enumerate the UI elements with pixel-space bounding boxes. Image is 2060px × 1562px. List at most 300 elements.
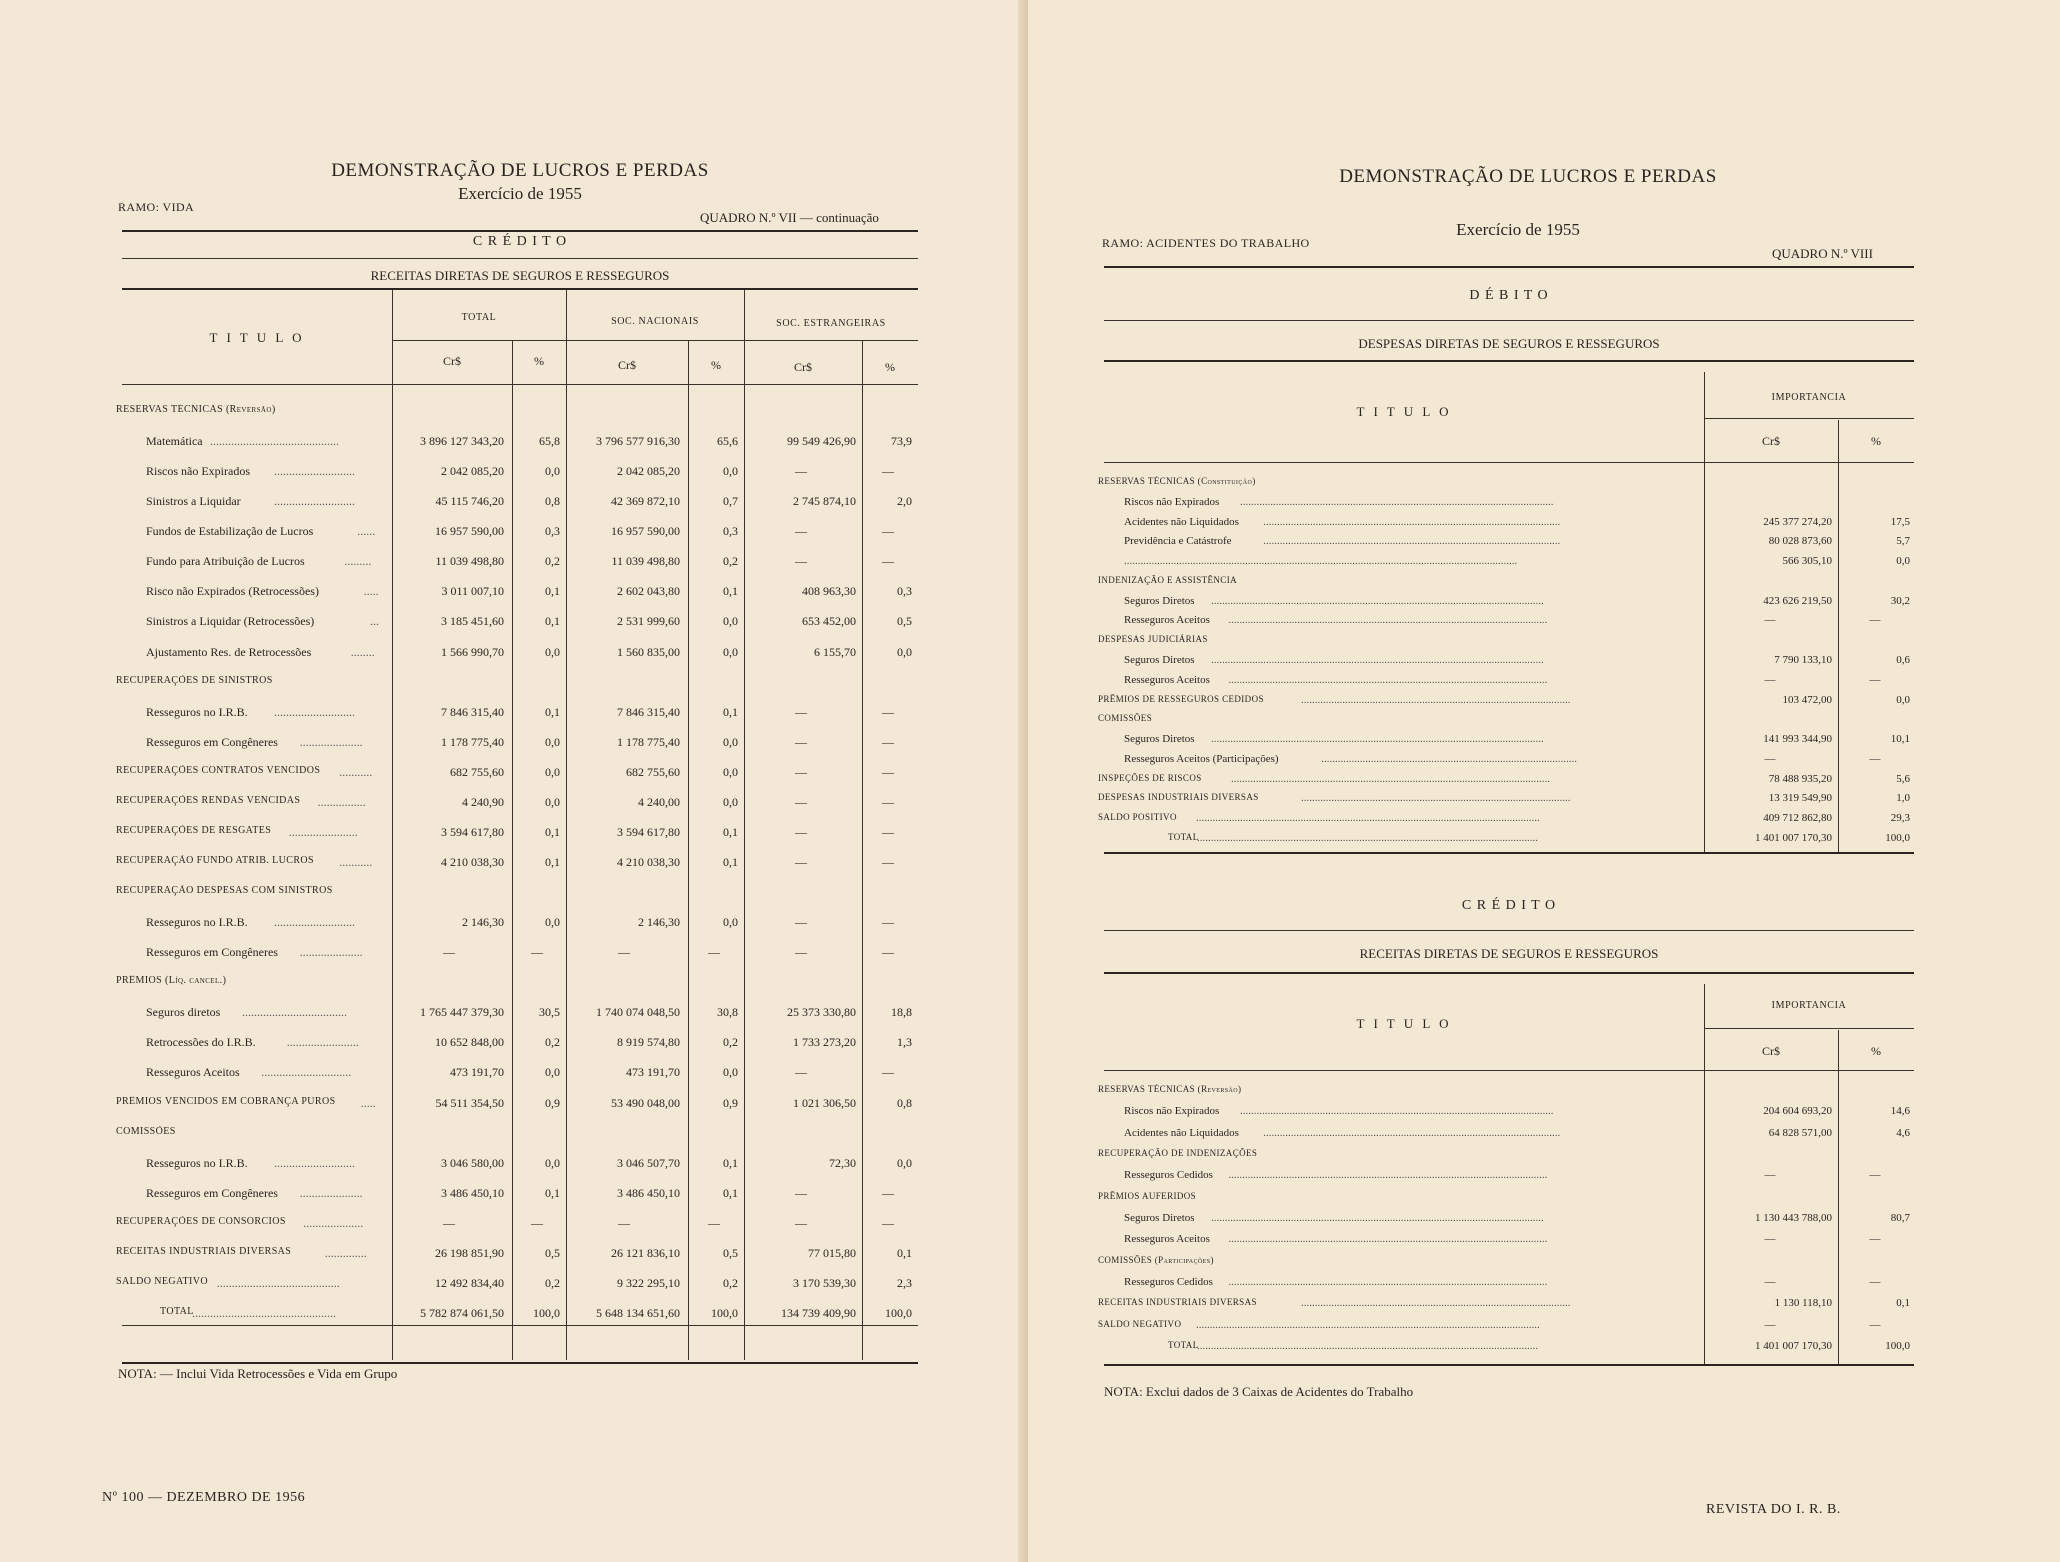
col-pct: % — [711, 358, 721, 372]
quadro-label: QUADRO N.º VIII — [1772, 246, 1873, 261]
pct-value: 4,6 — [1896, 1127, 1910, 1139]
table-row — [1028, 654, 2060, 672]
cr-value: 1 021 306,50 — [793, 1096, 856, 1110]
pct-value: 100,0 — [533, 1306, 560, 1320]
row-label: DESPESAS INDUSTRIAIS DIVERSAS — [1098, 792, 1259, 802]
pct-value: 0,1 — [723, 1186, 738, 1200]
row-label: PRÊMIOS DE RESSEGUROS CEDIDOS — [1098, 694, 1264, 704]
cr-value: 5 648 134 651,60 — [596, 1306, 680, 1320]
pct-value: 0,0 — [545, 735, 560, 749]
pct-value: 0,8 — [897, 1096, 912, 1110]
section-title: C R É D I T O — [472, 234, 568, 249]
cr-value: 2 042 085,20 — [441, 464, 504, 478]
row-label: RECUPERAÇÕES RENDAS VENCIDAS — [116, 795, 301, 806]
cr-value: — — [795, 795, 807, 809]
pct-value: — — [882, 915, 894, 929]
pct-value: 0,1 — [723, 584, 738, 598]
leader-dots: .................................................................................................................... — [1228, 674, 1548, 686]
table-row — [1028, 812, 2060, 830]
leader-dots: ............................................................................................................................................... — [1124, 555, 1518, 567]
table-row — [1028, 674, 2060, 692]
table-row — [0, 524, 1028, 542]
column-divider — [862, 340, 863, 1360]
row-label: Matemática — [146, 434, 203, 448]
table-row — [0, 464, 1028, 482]
cr-value: 409 712 862,80 — [1763, 812, 1832, 824]
pct-value: 0,0 — [545, 464, 560, 478]
row-label: TOTAL — [1168, 832, 1199, 842]
leader-dots: ................ — [317, 795, 366, 809]
cr-value: — — [795, 554, 807, 568]
row-label: Resseguros Cedidos — [1124, 1276, 1213, 1288]
table-group-header — [1028, 1084, 2060, 1102]
table-row — [0, 915, 1028, 933]
cr-value: 1 733 273,20 — [793, 1035, 856, 1049]
cr-value: 3 046 580,00 — [441, 1156, 504, 1170]
leader-dots: .................................................................................................................... — [1228, 614, 1548, 626]
leader-dots: ........................... — [274, 705, 355, 719]
pct-value: 0,2 — [545, 1035, 560, 1049]
row-label: RECUPERAÇÃO DESPESAS COM SINISTROS — [116, 885, 333, 896]
pct-value: 14,6 — [1890, 1105, 1910, 1117]
row-label: PRÊMIOS VENCIDOS EM COBRANÇA PUROS — [116, 1096, 336, 1107]
page-footer: REVISTA DO I. R. B. — [1706, 1502, 1841, 1517]
cr-value: 2 745 874,10 — [793, 494, 856, 508]
row-label: Previdência e Catástrofe — [1124, 535, 1232, 547]
pct-value: 0,0 — [545, 765, 560, 779]
col-titulo: T I T U L O — [1356, 404, 1452, 419]
pct-value: 0,1 — [1896, 1297, 1910, 1309]
cr-value: — — [795, 855, 807, 869]
table-row — [1028, 733, 2060, 751]
pct-value: 0,0 — [545, 1065, 560, 1079]
pct-value: 0,0 — [723, 614, 738, 628]
leader-dots: ........................... — [274, 915, 355, 929]
cr-value: 11 039 498,80 — [435, 554, 504, 568]
leader-dots: .................................................................................................................... — [1228, 1233, 1548, 1245]
table-row — [1028, 753, 2060, 771]
table-row — [0, 735, 1028, 753]
cr-value: 3 011 007,10 — [441, 584, 504, 598]
leader-dots: ........................... — [274, 1156, 355, 1170]
cr-value: — — [795, 825, 807, 839]
pct-value: — — [1869, 1169, 1881, 1181]
row-label: Risco não Expirados (Retrocessões) — [146, 584, 319, 598]
row-label: INSPEÇÕES DE RISCOS — [1098, 773, 1202, 783]
table-row — [1028, 555, 2060, 573]
pct-value: 0,0 — [545, 645, 560, 659]
leader-dots: ..................... — [299, 735, 363, 749]
cr-value: 7 846 315,40 — [617, 705, 680, 719]
pct-value: 0,0 — [723, 464, 738, 478]
rule — [1104, 266, 1914, 268]
cr-value: 9 322 295,10 — [617, 1276, 680, 1290]
cr-value: 5 782 874 061,50 — [420, 1306, 504, 1320]
pct-value: 0,0 — [723, 1065, 738, 1079]
cr-value: 2 146,30 — [462, 915, 504, 929]
table-group-header — [1028, 575, 2060, 593]
cr-value: 682 755,60 — [626, 765, 680, 779]
col-importancia: IMPORTANCIA — [1771, 392, 1847, 403]
cr-value: 1 560 835,00 — [617, 645, 680, 659]
table-row — [1028, 1169, 2060, 1187]
cr-value: 13 319 549,90 — [1768, 792, 1832, 804]
pct-value: — — [882, 825, 894, 839]
cr-value: 1 566 990,70 — [441, 645, 504, 659]
cr-value: — — [795, 705, 807, 719]
pct-value: 0,0 — [723, 765, 738, 779]
cr-value: — — [795, 1065, 807, 1079]
row-label: Sinistros a Liquidar — [146, 494, 241, 508]
table-row — [1028, 496, 2060, 514]
pct-value: 2,3 — [897, 1276, 912, 1290]
cr-value: — — [795, 524, 807, 538]
pct-value: 1,0 — [1896, 792, 1910, 804]
leader-dots: .................................................................................................................... — [1228, 1169, 1548, 1181]
table-group-header — [1028, 1255, 2060, 1273]
pct-value: 18,8 — [891, 1005, 912, 1019]
cr-value: — — [1764, 1233, 1776, 1245]
leader-dots: ........... — [339, 765, 373, 779]
cr-value: 1 401 007 170,30 — [1755, 1340, 1832, 1352]
cr-value: 245 377 274,20 — [1763, 516, 1832, 528]
pct-value: 0,0 — [723, 915, 738, 929]
cr-value: 3 486 450,10 — [617, 1186, 680, 1200]
rule — [122, 1325, 918, 1326]
pct-value: — — [1869, 753, 1881, 765]
cr-value: 26 198 851,90 — [435, 1246, 504, 1260]
pct-value: 10,1 — [1890, 733, 1910, 745]
row-label: RECUPERAÇÃO DE INDENIZAÇÕES — [1098, 1148, 1258, 1158]
cr-value: — — [795, 915, 807, 929]
table-row — [0, 1186, 1028, 1204]
table-group-header — [0, 675, 1028, 693]
cr-value: 11 039 498,80 — [611, 554, 680, 568]
table-row — [1028, 1105, 2060, 1123]
pct-value: 0,0 — [545, 1156, 560, 1170]
col-pct: % — [1871, 434, 1881, 448]
table-group-header — [1028, 1148, 2060, 1166]
cr-value: 10 652 848,00 — [435, 1035, 504, 1049]
rule — [122, 384, 918, 385]
row-label: RESERVAS TÉCNICAS (Constituição) — [1098, 476, 1256, 486]
leader-dots: ..................... — [299, 1186, 363, 1200]
table-row — [0, 1156, 1028, 1174]
rule — [122, 1362, 918, 1364]
debito-subsection-title: DESPESAS DIRETAS DE SEGUROS E RESSEGUROS — [1358, 336, 1660, 351]
cr-value: — — [795, 1186, 807, 1200]
pct-value: 73,9 — [891, 434, 912, 448]
row-label: Ajustamento Res. de Retrocessões — [146, 645, 312, 659]
pct-value: 100,0 — [1885, 832, 1910, 844]
row-label: TOTAL — [1168, 1340, 1199, 1350]
cr-value: — — [1764, 753, 1776, 765]
pct-value: 0,2 — [545, 554, 560, 568]
pct-value: 0,0 — [723, 795, 738, 809]
cr-value: 7 790 133,10 — [1774, 654, 1832, 666]
pct-value: — — [531, 945, 543, 959]
pct-value: 29,3 — [1890, 812, 1910, 824]
col-soc-estrangeiras: SOC. ESTRANGEIRAS — [776, 318, 886, 329]
pct-value: 0,9 — [723, 1096, 738, 1110]
leader-dots: ........................... — [274, 464, 355, 478]
pct-value: 0,1 — [545, 705, 560, 719]
col-cr: Cr$ — [1762, 434, 1780, 448]
cr-value: — — [618, 945, 630, 959]
table-row — [0, 1276, 1028, 1294]
cr-value: 1 178 775,40 — [441, 735, 504, 749]
leader-dots: ............................................................................................................ — [1263, 516, 1561, 528]
pct-value: 65,6 — [717, 434, 738, 448]
table-row — [0, 1246, 1028, 1264]
cr-value: 141 993 344,90 — [1763, 733, 1832, 745]
row-label: PRÊMIOS AUFERIDOS — [1098, 1191, 1197, 1201]
leader-dots: ......................................................................................................................... — [1211, 1212, 1544, 1224]
cr-value: 26 121 836,10 — [611, 1246, 680, 1260]
cr-value: 2 602 043,80 — [617, 584, 680, 598]
pct-value: — — [882, 795, 894, 809]
pct-value: 0,3 — [545, 524, 560, 538]
leader-dots: .................................................................................................................. — [1240, 1105, 1554, 1117]
row-label: RESERVAS TÉCNICAS (Reversão) — [1098, 1084, 1242, 1094]
pct-value: — — [882, 765, 894, 779]
table-row — [0, 705, 1028, 723]
pct-value: — — [708, 945, 720, 959]
pct-value: 0,0 — [1896, 694, 1910, 706]
cr-value: 4 240,00 — [638, 795, 680, 809]
row-label: Acidentes não Liquidados — [1124, 516, 1239, 528]
cr-value: 45 115 746,20 — [435, 494, 504, 508]
row-label: SALDO NEGATIVO — [116, 1276, 208, 1287]
col-pct: % — [534, 354, 544, 368]
cr-value: 134 739 409,90 — [781, 1306, 856, 1320]
page-subtitle: Exercício de 1955 — [1456, 220, 1580, 239]
table-row — [0, 855, 1028, 873]
table-group-header — [1028, 634, 2060, 652]
pct-value: 1,3 — [897, 1035, 912, 1049]
row-label: RECUPERAÇÕES CONTRATOS VENCIDOS — [116, 765, 321, 776]
pct-value: 0,7 — [723, 494, 738, 508]
pct-value: 0,1 — [723, 825, 738, 839]
leader-dots: .................................................................................................................... — [1231, 773, 1550, 785]
table-row — [0, 1216, 1028, 1234]
cr-value: 72,30 — [829, 1156, 856, 1170]
row-label: RECEITAS INDUSTRIAIS DIVERSAS — [1098, 1297, 1257, 1307]
pct-value: 30,2 — [1890, 595, 1910, 607]
pct-value: 0,0 — [545, 915, 560, 929]
leader-dots: ..................... — [299, 945, 363, 959]
rule — [1104, 360, 1914, 362]
pct-value: 0,0 — [897, 1156, 912, 1170]
leader-dots: ...... — [357, 524, 376, 538]
pct-value: 0,0 — [723, 735, 738, 749]
cr-value: — — [1764, 674, 1776, 686]
pct-value: 100,0 — [885, 1306, 912, 1320]
cr-value: — — [443, 1216, 455, 1230]
row-label: PRÊMIOS (Líq. cancel.) — [116, 975, 227, 986]
cr-value: 99 549 426,90 — [787, 434, 856, 448]
leader-dots: ........................... — [274, 494, 355, 508]
pct-value: — — [882, 1216, 894, 1230]
rule — [122, 258, 918, 259]
rule — [1104, 462, 1914, 463]
leader-dots: .................................................................................................................... — [1228, 1276, 1548, 1288]
leader-dots: ......................................... — [216, 1276, 340, 1290]
row-label: Fundo para Atribuição de Lucros — [146, 554, 305, 568]
pct-value: 0,2 — [723, 554, 738, 568]
cr-value: 1 740 074 048,50 — [596, 1005, 680, 1019]
row-label: COMISSÕES — [116, 1126, 176, 1137]
row-label: Resseguros no I.R.B. — [146, 915, 248, 929]
row-label: Retrocessões do I.R.B. — [146, 1035, 256, 1049]
pct-value: — — [882, 524, 894, 538]
page-title: DEMONSTRAÇÃO DE LUCROS E PERDAS — [331, 160, 709, 181]
cr-value: 7 846 315,40 — [441, 705, 504, 719]
row-label: Resseguros Aceitos — [1124, 614, 1210, 626]
row-label: RESERVAS TÉCNICAS (Reversão) — [116, 404, 276, 415]
col-cr: Cr$ — [794, 360, 812, 374]
cr-value: 3 896 127 343,20 — [420, 434, 504, 448]
pct-value: — — [882, 945, 894, 959]
table-row — [1028, 1127, 2060, 1145]
pct-value: 0,1 — [723, 705, 738, 719]
table-row — [0, 1096, 1028, 1114]
pct-value: 0,1 — [897, 1246, 912, 1260]
leader-dots: .................................................................................................. — [1301, 792, 1571, 804]
table-row — [0, 1005, 1028, 1023]
debito-section-title: D É B I T O — [1469, 288, 1549, 303]
pct-value: 0,5 — [897, 614, 912, 628]
row-label: SALDO POSITIVO — [1098, 812, 1177, 822]
cr-value: 1 765 447 379,30 — [420, 1005, 504, 1019]
pct-value: — — [1869, 674, 1881, 686]
credito-subsection-title: RECEITAS DIRETAS DE SEGUROS E RESSEGUROS — [1359, 946, 1659, 961]
leader-dots: ......................................................................................................................... — [1211, 733, 1544, 745]
leader-dots: ............................................................................................................................ — [1197, 1340, 1538, 1352]
table-row — [0, 1065, 1028, 1083]
cr-value: 54 511 354,50 — [435, 1096, 504, 1110]
pct-value: — — [1869, 1319, 1881, 1331]
row-label: DESPESAS JUDICIÁRIAS — [1098, 634, 1208, 644]
cr-value: 4 210 038,30 — [441, 855, 504, 869]
row-label: Resseguros no I.R.B. — [146, 705, 248, 719]
cr-value: 566 305,10 — [1782, 555, 1832, 567]
cr-value: — — [795, 945, 807, 959]
cr-value: 25 373 330,80 — [787, 1005, 856, 1019]
rule — [1104, 1070, 1914, 1071]
cr-value: 80 028 873,60 — [1768, 535, 1832, 547]
row-label: RECUPERAÇÕES DE RESGATES — [116, 825, 272, 836]
leader-dots: ......................................................................................................................... — [1211, 595, 1544, 607]
pct-value: 2,0 — [897, 494, 912, 508]
cr-value: 3 486 450,10 — [441, 1186, 504, 1200]
cr-value: 6 155,70 — [814, 645, 856, 659]
cr-value: 1 130 443 788,00 — [1755, 1212, 1832, 1224]
table-row — [1028, 792, 2060, 810]
col-soc-nacionais: SOC. NACIONAIS — [611, 316, 699, 327]
pct-value: — — [882, 554, 894, 568]
table-group-header — [0, 404, 1028, 422]
subsection-title: RECEITAS DIRETAS DE SEGUROS E RESSEGUROS — [370, 268, 670, 283]
cr-value: 1 401 007 170,30 — [1755, 832, 1832, 844]
leader-dots: .................................................................................................. — [1301, 694, 1571, 706]
table-row — [1028, 535, 2060, 553]
cr-value: — — [443, 945, 455, 959]
table-row — [1028, 1276, 2060, 1294]
rule — [1104, 972, 1914, 974]
row-label: Riscos não Expirados — [1124, 496, 1220, 508]
pct-value: 0,5 — [545, 1246, 560, 1260]
table-row — [1028, 694, 2060, 712]
col-importancia: IMPORTANCIA — [1771, 1000, 1847, 1011]
leader-dots: ............................................................................................................ — [1263, 535, 1561, 547]
leader-dots: ........................ — [286, 1035, 359, 1049]
pct-value: 0,1 — [723, 855, 738, 869]
row-label: Seguros Diretos — [1124, 595, 1195, 607]
cr-value: 3 185 451,60 — [441, 614, 504, 628]
cr-value: 2 042 085,20 — [617, 464, 680, 478]
pct-value: 0,8 — [545, 494, 560, 508]
cr-value: 16 957 590,00 — [435, 524, 504, 538]
table-total-row — [1028, 832, 2060, 850]
row-label: Resseguros Aceitos (Participações) — [1124, 753, 1279, 765]
col-pct: % — [1871, 1044, 1881, 1058]
page-subtitle: Exercício de 1955 — [458, 184, 582, 203]
pct-value: 0,0 — [545, 795, 560, 809]
table-row — [1028, 1297, 2060, 1315]
rule — [392, 340, 918, 341]
pct-value: — — [708, 1216, 720, 1230]
row-label: Resseguros em Congêneres — [146, 735, 278, 749]
pct-value: — — [882, 1186, 894, 1200]
cr-value: 16 957 590,00 — [611, 524, 680, 538]
rule — [1104, 320, 1914, 321]
table-row — [0, 584, 1028, 602]
leader-dots: ............................................................................................................................ — [1197, 832, 1538, 844]
cr-value: 3 594 617,80 — [441, 825, 504, 839]
pct-value: 0,2 — [545, 1276, 560, 1290]
col-titulo: T I T U L O — [1356, 1016, 1452, 1031]
table-row — [1028, 1212, 2060, 1230]
row-label: Seguros Diretos — [1124, 733, 1195, 745]
pct-value: — — [882, 464, 894, 478]
table-group-header — [1028, 713, 2060, 731]
leader-dots: ..... — [363, 584, 379, 598]
leader-dots: ............................................................................................................................. — [1196, 1319, 1540, 1331]
table-row — [1028, 516, 2060, 534]
cr-value: 682 755,60 — [450, 765, 504, 779]
page-footer: Nº 100 — DEZEMBRO DE 1956 — [102, 1490, 306, 1505]
col-cr: Cr$ — [1762, 1044, 1780, 1058]
leader-dots: ......... — [344, 554, 372, 568]
cr-value: 1 178 775,40 — [617, 735, 680, 749]
table-row — [0, 765, 1028, 783]
table-row — [1028, 595, 2060, 613]
leader-dots: ........................................... — [210, 434, 339, 448]
table-row — [1028, 773, 2060, 791]
pct-value: — — [882, 855, 894, 869]
pct-value: 30,8 — [717, 1005, 738, 1019]
cr-value: 8 919 574,80 — [617, 1035, 680, 1049]
pct-value: 0,3 — [723, 524, 738, 538]
pct-value: 0,1 — [545, 1186, 560, 1200]
pct-value: 0,1 — [723, 1156, 738, 1170]
row-label: Riscos não Expirados — [1124, 1105, 1220, 1117]
pct-value: — — [882, 705, 894, 719]
table-note: NOTA: Exclui dados de 3 Caixas de Acidentes do Trabalho — [1104, 1384, 1414, 1399]
pct-value: 0,6 — [1896, 654, 1910, 666]
right-page — [1028, 0, 2060, 1562]
